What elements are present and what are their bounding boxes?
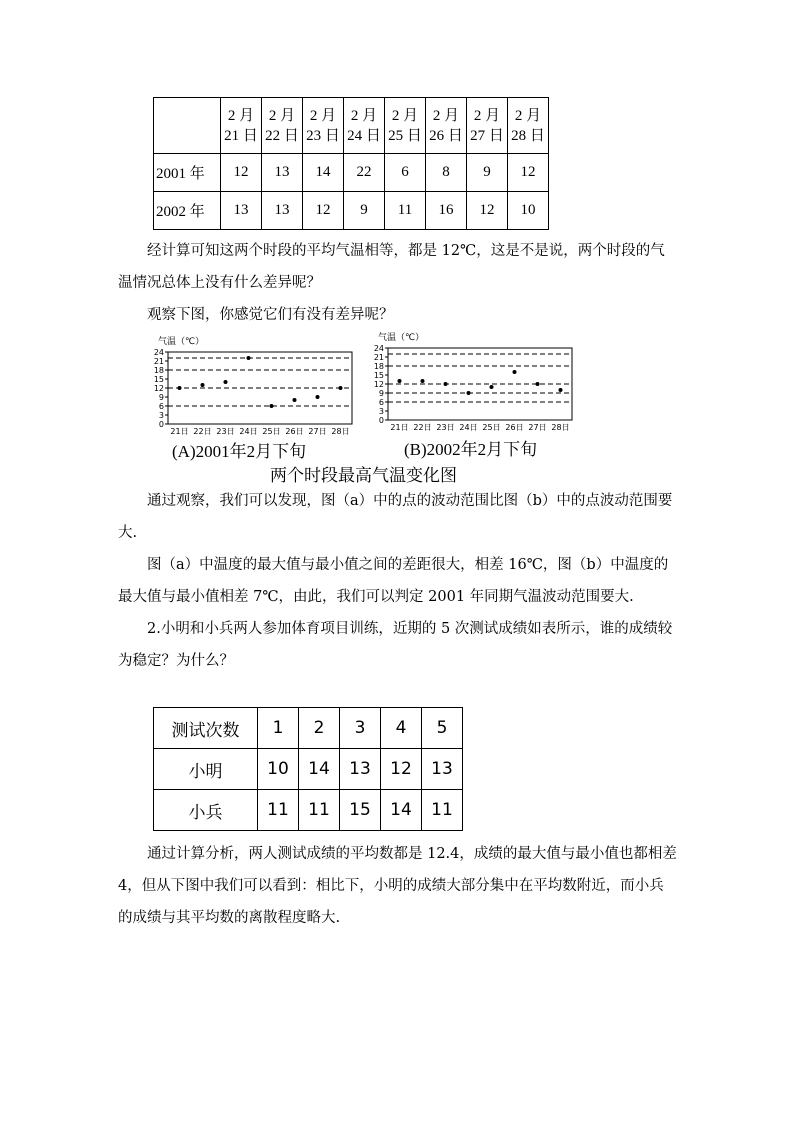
data-point (224, 380, 228, 384)
data-point (513, 370, 517, 374)
y-tick-label: 6 (158, 402, 164, 411)
temperature-table-header (154, 98, 549, 154)
table-cell: 8 (426, 154, 467, 192)
table-cell: 14 (303, 154, 344, 192)
x-tick-label: 27日 (528, 423, 547, 432)
conclusion-paragraph (118, 838, 678, 934)
table-row (154, 749, 463, 790)
row-label: 2001 年 (154, 154, 221, 192)
score-table (153, 707, 463, 831)
table-cell: 14 (381, 790, 422, 831)
y-tick-label: 9 (158, 393, 164, 402)
data-point (201, 383, 205, 387)
data-point (421, 379, 425, 383)
temperature-date-header: 2 月 27 日 (467, 98, 508, 154)
x-tick-label: 24日 (459, 423, 478, 432)
y-tick-label: 3 (378, 407, 384, 416)
y-tick-label: 21 (153, 357, 164, 366)
temperature-table-corner (154, 98, 221, 154)
x-tick-label: 28日 (331, 427, 350, 436)
score-table-header-label: 测试次数 (154, 708, 258, 749)
y-tick-label: 12 (153, 384, 164, 393)
temperature-date-header: 2 月 26 日 (426, 98, 467, 154)
table-row (154, 708, 463, 749)
table-row (154, 790, 463, 831)
data-point (536, 382, 540, 386)
y-tick-label: 15 (373, 371, 384, 380)
paragraph-5: 2.小明和小兵两人参加体育项目训练，近期的 5 次测试成绩如表所示，谁的成绩较为稳定？为什么？ (118, 621, 673, 669)
test-number: 1 (258, 708, 299, 749)
temperature-table (153, 97, 549, 230)
y-tick-label: 3 (158, 411, 164, 420)
table-cell: 12 (467, 192, 508, 230)
table-cell: 10 (508, 192, 549, 230)
data-point (247, 356, 251, 360)
x-tick-label: 25日 (262, 427, 281, 436)
chart-b-title: (B)2002年2月下旬 (404, 440, 538, 459)
table-cell: 13 (262, 154, 303, 192)
data-point (316, 395, 320, 399)
x-tick-label: 21日 (390, 423, 409, 432)
data-point (293, 398, 297, 402)
y-tick-label: 6 (378, 398, 384, 407)
test-number: 4 (381, 708, 422, 749)
table-row (154, 192, 549, 230)
x-tick-label: 22日 (193, 427, 212, 436)
paragraph-1: 经计算可知这两个时段的平均气温相等，都是 12℃，这是不是说，两个时段的气温情况总体上没有什么差异呢？ (118, 243, 665, 291)
test-number: 3 (340, 708, 381, 749)
paragraph-3: 通过观察，我们可以发现，图（a）中的点的波动范围比图（b）中的点波动范围要大. (118, 493, 673, 541)
table-row (154, 154, 549, 192)
table-cell: 12 (303, 192, 344, 230)
row-label: 2002 年 (154, 192, 221, 230)
y-tick-label: 18 (153, 366, 164, 375)
temperature-date-header: 2 月 23 日 (303, 98, 344, 154)
table-cell: 12 (508, 154, 549, 192)
table-cell: 13 (340, 749, 381, 790)
table-cell: 6 (385, 154, 426, 192)
paragraph-2: 观察下图，你感觉它们有没有差异呢？ (147, 307, 394, 323)
y-tick-label: 15 (153, 375, 164, 384)
table-cell: 9 (467, 154, 508, 192)
data-point (444, 382, 448, 386)
temperature-date-header: 2 月 25 日 (385, 98, 426, 154)
analysis-paragraphs (118, 485, 678, 677)
y-tick-label: 24 (373, 344, 384, 353)
table-cell: 13 (221, 192, 262, 230)
data-point (398, 379, 402, 383)
x-tick-label: 25日 (482, 423, 501, 432)
temperature-date-header: 2 月 24 日 (344, 98, 385, 154)
table-cell: 11 (422, 790, 463, 831)
table-cell: 9 (344, 192, 385, 230)
y-axis-label: 气温（℃） (158, 337, 205, 347)
table-cell: 13 (422, 749, 463, 790)
figure-caption: 两个时段最高气温变化图 (270, 466, 457, 486)
y-axis-label: 气温（℃） (378, 333, 425, 343)
table-cell: 13 (262, 192, 303, 230)
x-tick-label: 23日 (436, 423, 455, 432)
temperature-date-header: 2 月 21 日 (221, 98, 262, 154)
x-tick-label: 23日 (216, 427, 235, 436)
data-point (339, 386, 343, 390)
test-number: 2 (299, 708, 340, 749)
x-tick-label: 28日 (551, 423, 570, 432)
table-cell: 14 (299, 749, 340, 790)
y-tick-label: 0 (378, 416, 384, 425)
data-point (178, 386, 182, 390)
table-cell: 15 (340, 790, 381, 831)
x-tick-label: 26日 (285, 427, 304, 436)
table-cell: 11 (299, 790, 340, 831)
y-tick-label: 9 (378, 389, 384, 398)
table-cell: 10 (258, 749, 299, 790)
data-point (490, 385, 494, 389)
row-label: 小兵 (154, 790, 258, 831)
paragraph-6: 通过计算分析，两人测试成绩的平均数都是 12.4，成绩的最大值与最小值也都相差 4，但从下图中我们可以看到：相比下，小明的成绩大部分集中在平均数附近，而小兵的成绩与其平均数的离散程度略大. (118, 846, 677, 926)
x-tick-label: 24日 (239, 427, 258, 436)
test-number: 5 (422, 708, 463, 749)
table-cell: 16 (426, 192, 467, 230)
table-cell: 11 (258, 790, 299, 831)
data-point (270, 404, 274, 408)
table-cell: 11 (385, 192, 426, 230)
y-tick-label: 12 (373, 380, 384, 389)
table-cell: 12 (381, 749, 422, 790)
table-cell: 12 (221, 154, 262, 192)
table-cell: 22 (344, 154, 385, 192)
x-tick-label: 26日 (505, 423, 524, 432)
intro-paragraphs (118, 235, 678, 331)
data-point (467, 391, 471, 395)
chart-a-title: (A)2001年2月下旬 (172, 442, 307, 461)
y-tick-label: 18 (373, 362, 384, 371)
paragraph-4: 图（a）中温度的最大值与最小值之间的差距很大，相差 16℃，图（b）中温度的最大值与最小值相差 7℃，由此，我们可以判定 2001 年同期气温波动范围要大. (118, 557, 669, 605)
data-point (559, 388, 563, 392)
y-tick-label: 21 (373, 353, 384, 362)
x-tick-label: 27日 (308, 427, 327, 436)
temperature-date-header: 2 月 22 日 (262, 98, 303, 154)
temperature-date-header: 2 月 28 日 (508, 98, 549, 154)
row-label: 小明 (154, 749, 258, 790)
x-tick-label: 21日 (170, 427, 189, 436)
y-tick-label: 24 (153, 348, 164, 357)
x-tick-label: 22日 (413, 423, 432, 432)
y-tick-label: 0 (158, 420, 164, 429)
